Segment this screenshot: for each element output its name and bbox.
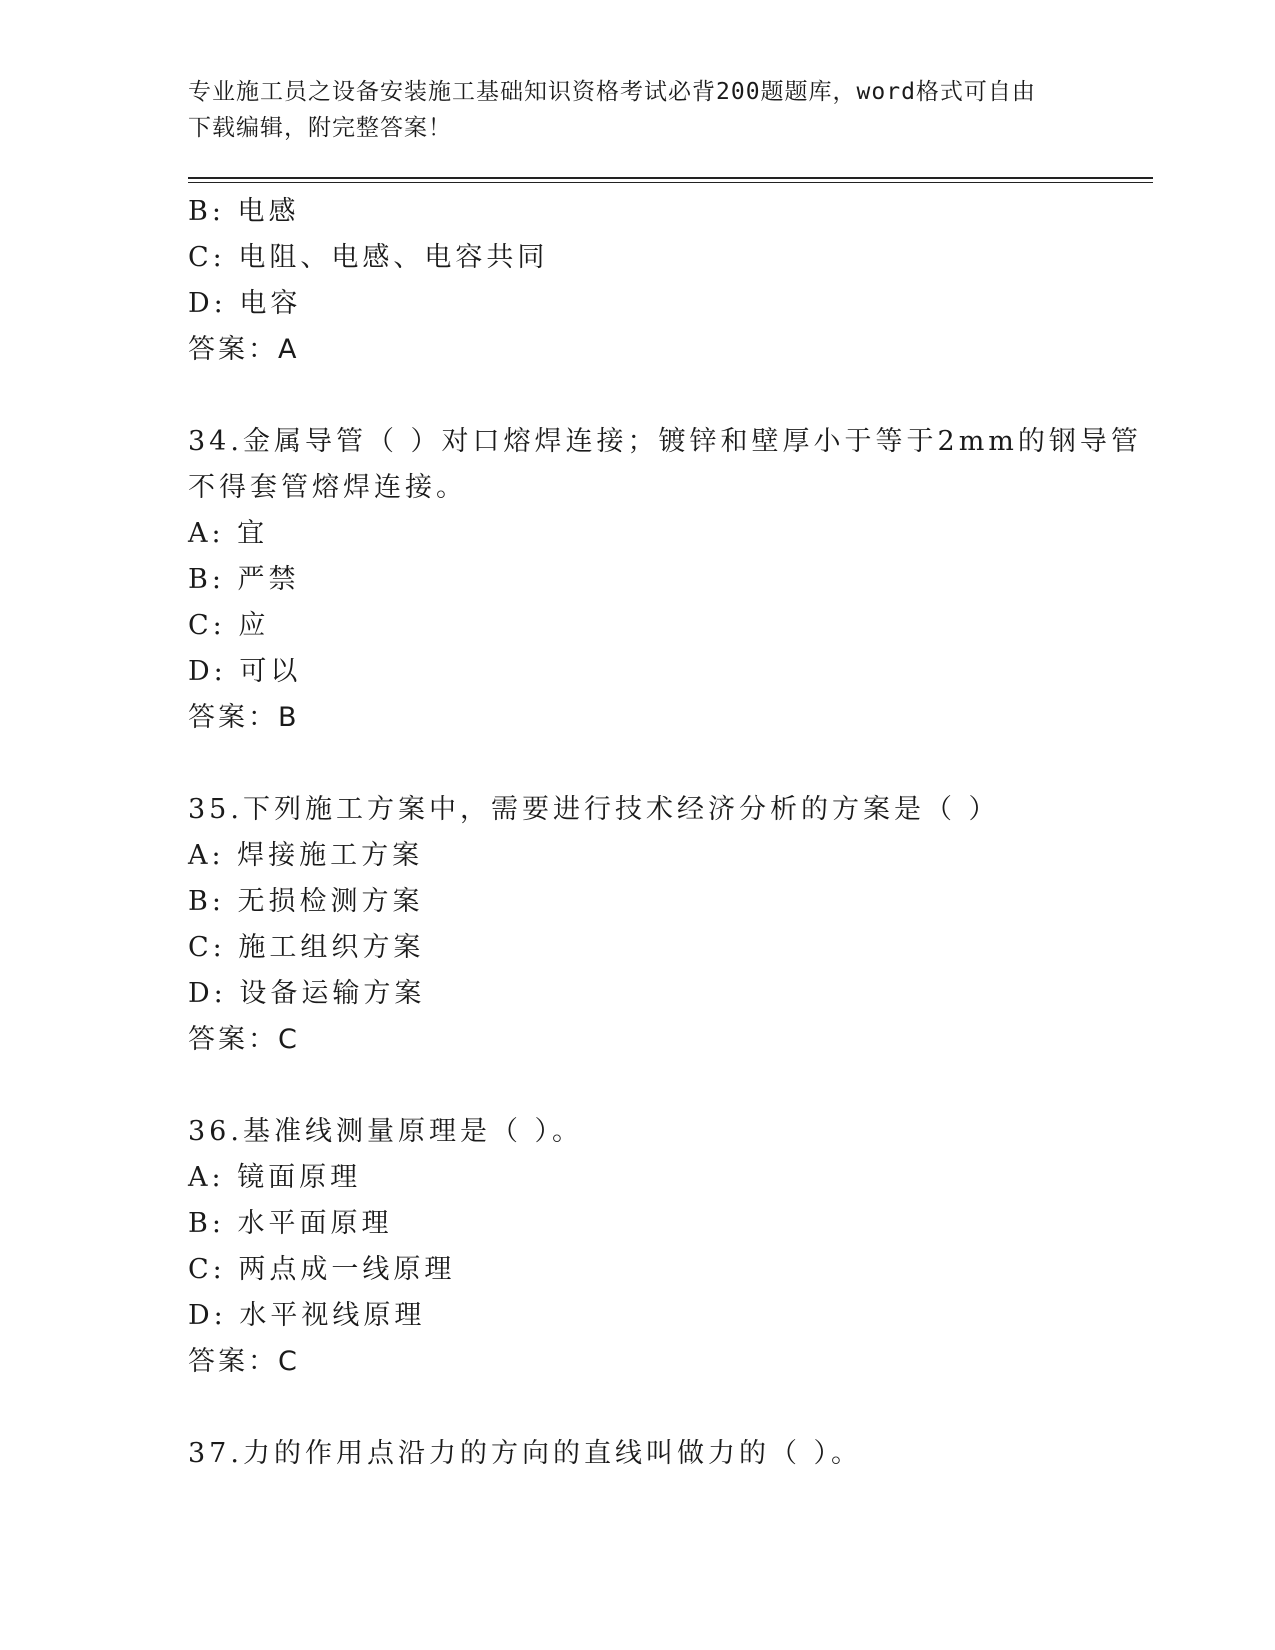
document-header <box>188 74 1068 146</box>
question-37 <box>188 1431 1088 1477</box>
spacer <box>188 741 1088 787</box>
question-stem: 34.金属导管（ ）对口熔焊连接；镀锌和壁厚小于等于2mm的钢导管 <box>188 426 1142 457</box>
option-a: A: 宜 <box>188 518 269 549</box>
answer-line: 答案：C <box>188 1346 300 1377</box>
option-c: C: 两点成一线原理 <box>188 1254 456 1285</box>
option-c: C: 电阻、电感、电容共同 <box>188 242 549 273</box>
option-d: D: 设备运输方案 <box>188 978 426 1009</box>
option-c: C: 应 <box>188 610 270 641</box>
option-b: B: 无损检测方案 <box>188 886 424 917</box>
question-stem: 35.下列施工方案中，需要进行技术经济分析的方案是（ ） <box>188 794 1000 825</box>
answer-line: 答案：B <box>188 702 300 733</box>
question-35 <box>188 787 1088 1063</box>
spacer <box>188 373 1088 419</box>
option-b: B: 严禁 <box>188 564 300 595</box>
option-a: A: 焊接施工方案 <box>188 840 424 871</box>
option-b: B: 水平面原理 <box>188 1208 393 1239</box>
option-d: D: 电容 <box>188 288 302 319</box>
spacer <box>188 1063 1088 1109</box>
header-divider <box>188 177 1153 179</box>
answer-line: 答案：C <box>188 1024 300 1055</box>
option-b: B: 电感 <box>188 196 300 227</box>
header-line-1: 专业施工员之设备安装施工基础知识资格考试必背200题题库，word格式可自由 <box>188 79 1036 105</box>
answer-line: 答案：A <box>188 334 300 365</box>
option-a: A: 镜面原理 <box>188 1162 362 1193</box>
question-list <box>188 189 1142 1477</box>
question-stem-cont: 不得套管熔焊连接。 <box>188 472 467 503</box>
question-stem: 36.基准线测量原理是（ ）。 <box>188 1116 584 1147</box>
question-36 <box>188 1109 1088 1385</box>
option-c: C: 施工组织方案 <box>188 932 425 963</box>
header-divider-thin <box>188 182 1153 183</box>
question-stem: 37.力的作用点沿力的方向的直线叫做力的（ ）。 <box>188 1438 863 1469</box>
header-line-2: 下载编辑，附完整答案！ <box>188 115 452 141</box>
question-34 <box>188 419 1142 741</box>
question-33-tail <box>188 189 1088 373</box>
spacer <box>188 1385 1088 1431</box>
option-d: D: 水平视线原理 <box>188 1300 426 1331</box>
option-d: D: 可以 <box>188 656 302 687</box>
